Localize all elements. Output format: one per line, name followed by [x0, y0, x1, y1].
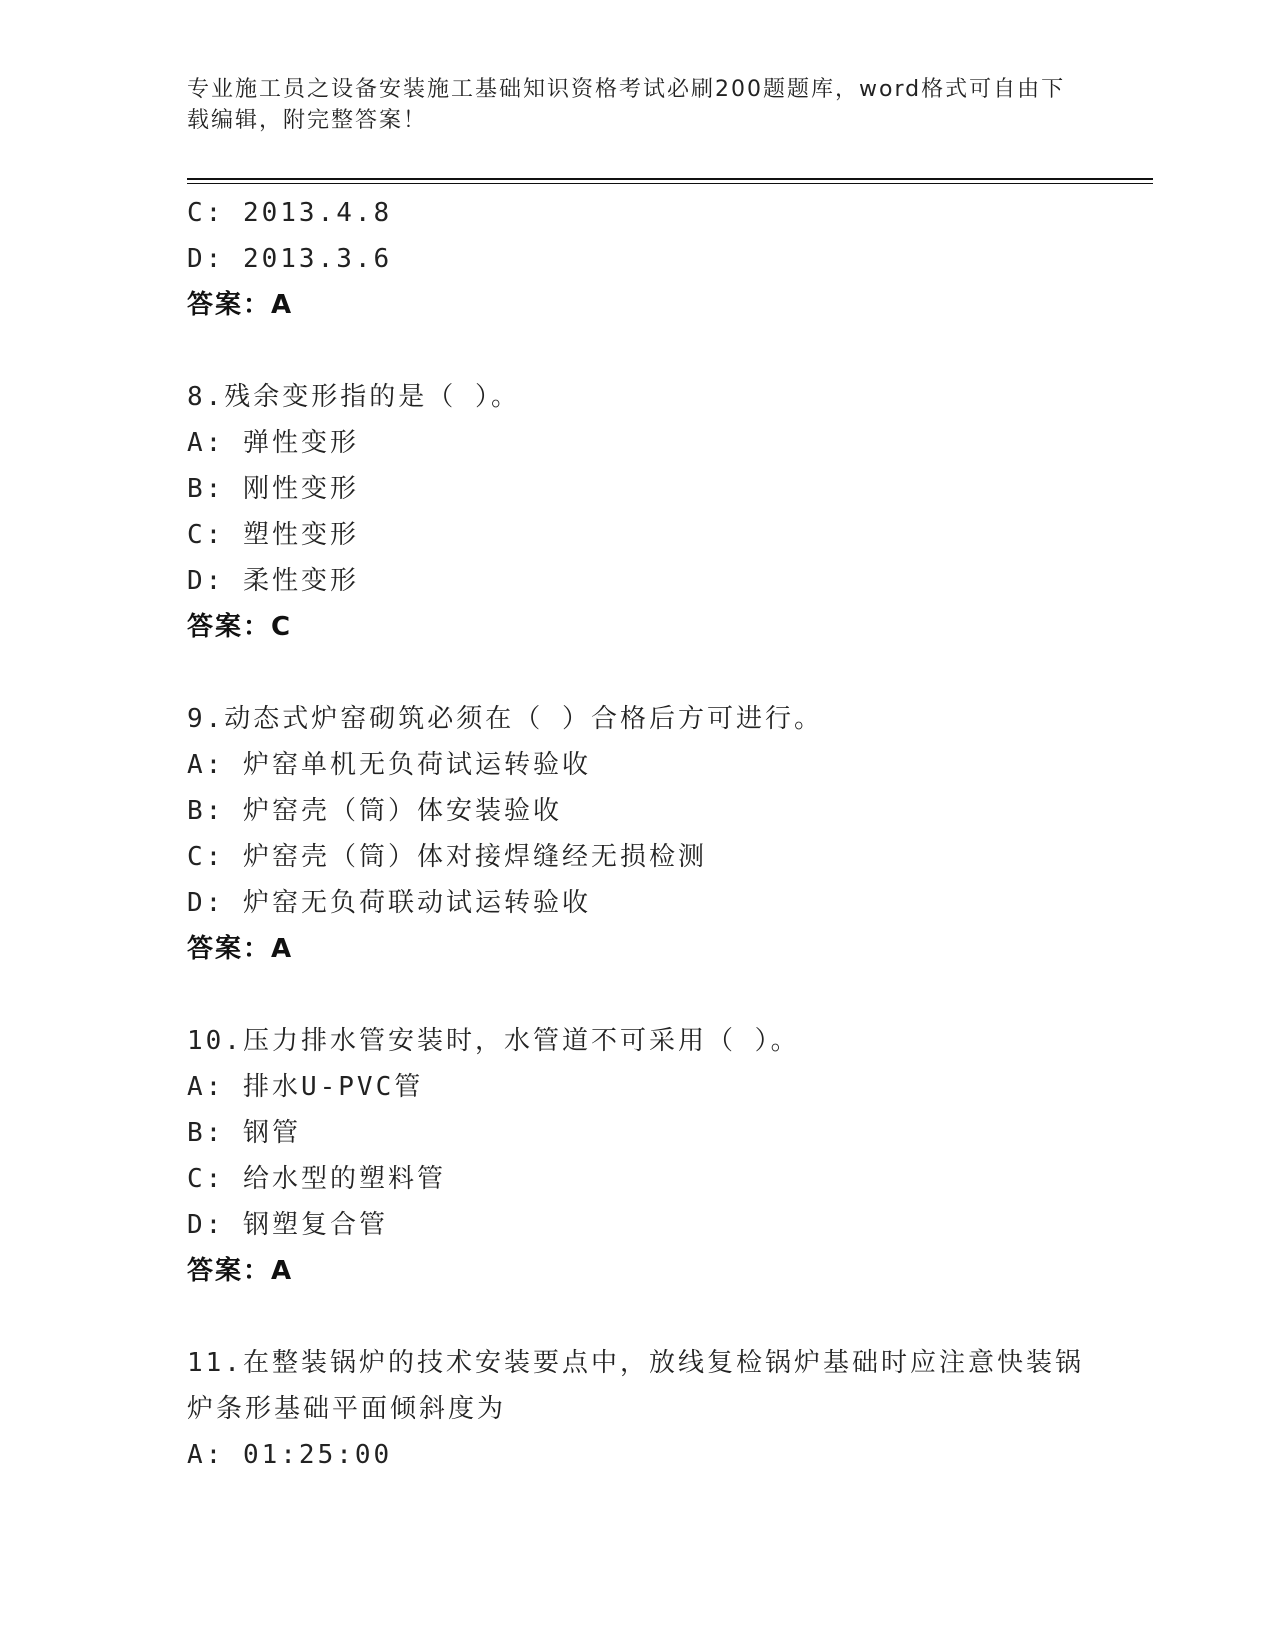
option-c: C: 炉窑壳（筒）体对接焊缝经无损检测 — [187, 842, 707, 872]
option-d: D: 柔性变形 — [187, 566, 359, 596]
spacer — [187, 1294, 1107, 1340]
option-d: D: 钢塑复合管 — [187, 1210, 388, 1240]
option-a: A: 炉窑单机无负荷试运转验收 — [187, 750, 591, 780]
answer-line: 答案：C — [187, 612, 293, 642]
spacer — [187, 650, 1107, 696]
question-stem: 8.残余变形指的是（ ）。 — [187, 382, 520, 412]
option-b: B: 刚性变形 — [187, 474, 359, 504]
option-a: A: 排水U-PVC管 — [187, 1072, 424, 1102]
option-d: D: 2013.3.6 — [187, 244, 393, 274]
option-a: A: 01:25:00 — [187, 1440, 393, 1470]
question-stem-line-2: 炉条形基础平面倾斜度为 — [187, 1394, 507, 1424]
header-rule-thick — [187, 178, 1153, 180]
page-header: 专业施工员之设备安装施工基础知识资格考试必刷200题题库，word格式可自由下载编辑，附完整答案！ — [187, 77, 1066, 133]
question-stem: 9.动态式炉窑砌筑必须在（ ）合格后方可进行。 — [187, 704, 823, 734]
option-b: B: 炉窑壳（筒）体安装验收 — [187, 796, 562, 826]
option-d: D: 炉窑无负荷联动试运转验收 — [187, 888, 591, 918]
option-a: A: 弹性变形 — [187, 428, 359, 458]
spacer — [187, 328, 1107, 374]
option-c: C: 2013.4.8 — [187, 198, 393, 228]
spacer — [187, 972, 1107, 1018]
question-stem: 10.压力排水管安装时，水管道不可采用（ ）。 — [187, 1026, 800, 1056]
answer-line: 答案：A — [187, 934, 294, 964]
option-b: B: 钢管 — [187, 1118, 301, 1148]
option-c: C: 塑性变形 — [187, 520, 359, 550]
header-rule-thin — [187, 183, 1153, 184]
option-c: C: 给水型的塑料管 — [187, 1164, 446, 1194]
question-list — [187, 190, 1107, 1478]
question-stem-line-1: 11.在整装锅炉的技术安装要点中，放线复检锅炉基础时应注意快装锅 — [187, 1348, 1084, 1378]
answer-line: 答案：A — [187, 1256, 294, 1286]
answer-line: 答案：A — [187, 290, 294, 320]
